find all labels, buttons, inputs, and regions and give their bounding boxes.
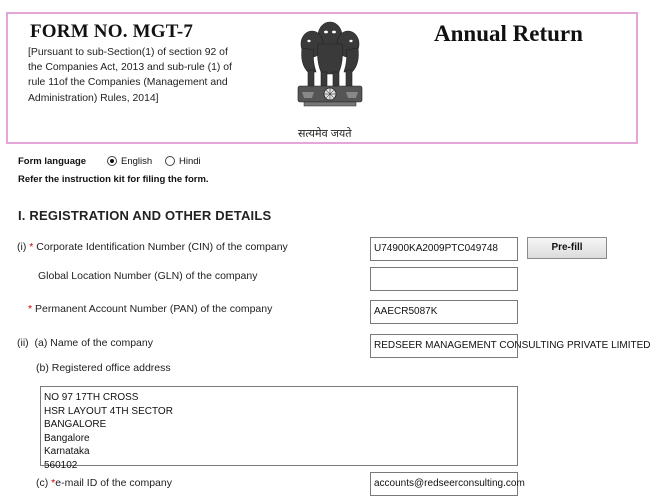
required-marker: * <box>51 477 56 489</box>
company-name-input[interactable]: REDSEER MANAGEMENT CONSULTING PRIVATE LIMITED <box>370 334 518 358</box>
pursuant-line: the Companies Act, 2013 and sub-rule (1) of <box>28 62 232 74</box>
cin-label <box>17 241 288 253</box>
pan-input[interactable]: AAECR5087K <box>370 300 518 324</box>
emblem-motto: सत्यमेव जयते <box>298 128 352 140</box>
pan-label <box>28 303 272 315</box>
cin-input[interactable]: U74900KA2009PTC049748 <box>370 237 518 261</box>
prefill-button[interactable]: Pre-fill <box>527 237 607 259</box>
email-label-text: e-mail ID of the company <box>55 477 172 489</box>
language-english-label[interactable]: English <box>121 156 153 167</box>
pursuant-line: Administration) Rules, 2014] <box>28 92 159 104</box>
cin-label-text: Corporate Identification Number (CIN) of the company <box>36 241 288 253</box>
gln-label: Global Location Number (GLN) of the company <box>38 270 258 282</box>
address-line: BANGALORE <box>44 419 107 430</box>
form-language-label: Form language <box>18 156 87 167</box>
name-prefix: (ii) <box>17 337 29 349</box>
pursuant-text <box>28 45 268 106</box>
instruction-kit-note: Refer the instruction kit for filing the form. <box>18 174 209 185</box>
pursuant-line: [Pursuant to sub-Section(1) of section 92 of <box>28 47 228 58</box>
language-english-radio[interactable] <box>107 156 117 166</box>
address-line: Karnataka <box>44 446 90 457</box>
gln-input[interactable] <box>370 267 518 291</box>
pursuant-line: rule 11of the Companies (Management and <box>28 77 228 89</box>
page-title: Annual Return <box>434 21 583 46</box>
company-name-label-text: (a) Name of the company <box>34 337 153 349</box>
address-line: NO 97 17TH CROSS <box>44 392 139 403</box>
required-marker: * <box>29 241 34 253</box>
language-hindi-label[interactable]: Hindi <box>179 156 201 167</box>
email-prefix: (c) <box>36 477 49 489</box>
pan-label-text: Permanent Account Number (PAN) of the company <box>35 303 273 315</box>
section-heading: I. REGISTRATION AND OTHER DETAILS <box>18 208 272 223</box>
email-label <box>36 477 172 489</box>
registered-address-textarea[interactable] <box>40 386 518 471</box>
national-emblem-icon <box>288 14 372 118</box>
registered-address-label: (b) Registered office address <box>36 362 171 374</box>
required-marker: * <box>28 303 33 315</box>
address-line: HSR LAYOUT 4TH SECTOR <box>44 405 173 417</box>
form-number: FORM NO. MGT-7 <box>30 21 194 42</box>
language-hindi-radio[interactable] <box>165 156 175 166</box>
cin-prefix: (i) <box>17 241 27 253</box>
email-input[interactable]: accounts@redseerconsulting.com <box>370 472 518 496</box>
address-line: Bangalore <box>44 432 90 444</box>
company-name-label <box>17 337 153 349</box>
address-line: 560102 <box>44 459 78 471</box>
